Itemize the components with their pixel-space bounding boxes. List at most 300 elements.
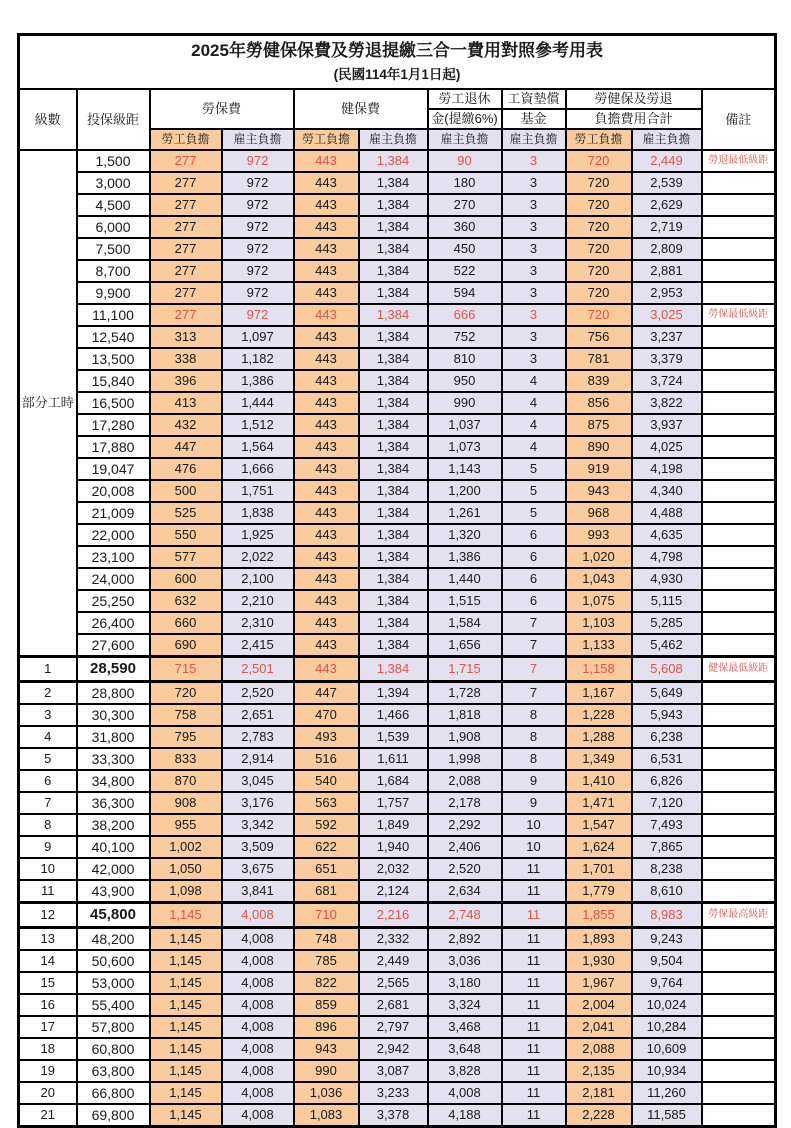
labor-fee-employer-cell: 3,045 xyxy=(222,770,294,792)
salary-bracket-cell: 6,000 xyxy=(77,216,150,238)
labor-fee-employee-cell: 277 xyxy=(150,172,222,194)
wage-fund-employer-cell: 5 xyxy=(502,480,566,502)
pension-employer-cell: 1,818 xyxy=(428,704,502,726)
labor-fee-employer-cell: 1,444 xyxy=(222,392,294,414)
title-row xyxy=(19,35,776,90)
health-fee-employer-cell: 1,384 xyxy=(359,657,428,682)
total-employer-cell: 7,120 xyxy=(632,792,702,814)
total-employer-cell: 9,504 xyxy=(632,950,702,972)
wage-fund-employer-cell: 4 xyxy=(502,392,566,414)
wage-fund-employer-cell: 3 xyxy=(502,238,566,260)
labor-fee-employee-cell: 396 xyxy=(150,370,222,392)
labor-fee-employer-cell: 1,751 xyxy=(222,480,294,502)
header-pension-line1: 勞工退休 xyxy=(428,89,502,109)
header-labor-employer-share: 雇主負擔 xyxy=(222,129,294,150)
health-fee-employer-cell: 1,684 xyxy=(359,770,428,792)
remark-cell xyxy=(702,282,776,304)
labor-fee-employee-cell: 908 xyxy=(150,792,222,814)
pension-employer-cell: 2,892 xyxy=(428,928,502,951)
remark-cell: 勞退最低級距 xyxy=(702,150,776,172)
health-fee-employee-cell: 540 xyxy=(294,770,359,792)
total-employee-cell: 2,041 xyxy=(566,1016,632,1038)
pension-employer-cell: 2,520 xyxy=(428,858,502,880)
total-employer-cell: 2,953 xyxy=(632,282,702,304)
salary-bracket-cell: 27,600 xyxy=(77,634,150,657)
level-cell: 7 xyxy=(19,792,77,814)
wage-fund-employer-cell: 3 xyxy=(502,304,566,326)
salary-bracket-cell: 17,880 xyxy=(77,436,150,458)
table-row xyxy=(19,458,776,480)
remark-cell xyxy=(702,704,776,726)
total-employee-cell: 720 xyxy=(566,282,632,304)
total-employer-cell: 3,937 xyxy=(632,414,702,436)
labor-fee-employee-cell: 1,145 xyxy=(150,1038,222,1060)
total-employer-cell: 5,285 xyxy=(632,612,702,634)
total-employee-cell: 756 xyxy=(566,326,632,348)
remark-cell xyxy=(702,950,776,972)
total-employee-cell: 1,158 xyxy=(566,657,632,682)
wage-fund-employer-cell: 6 xyxy=(502,590,566,612)
labor-fee-employee-cell: 1,145 xyxy=(150,1104,222,1127)
salary-bracket-cell: 55,400 xyxy=(77,994,150,1016)
remark-cell xyxy=(702,1082,776,1104)
total-employer-cell: 4,930 xyxy=(632,568,702,590)
total-employee-cell: 1,133 xyxy=(566,634,632,657)
total-employee-cell: 839 xyxy=(566,370,632,392)
pension-employer-cell: 270 xyxy=(428,194,502,216)
level-cell: 21 xyxy=(19,1104,77,1127)
total-employer-cell: 9,243 xyxy=(632,928,702,951)
pension-employer-cell: 1,200 xyxy=(428,480,502,502)
total-employee-cell: 1,930 xyxy=(566,950,632,972)
total-employer-cell: 7,493 xyxy=(632,814,702,836)
salary-bracket-cell: 43,900 xyxy=(77,880,150,903)
remark-cell xyxy=(702,326,776,348)
remark-cell xyxy=(702,172,776,194)
salary-bracket-cell: 34,800 xyxy=(77,770,150,792)
table-row xyxy=(19,282,776,304)
health-fee-employee-cell: 443 xyxy=(294,414,359,436)
labor-fee-employer-cell: 4,008 xyxy=(222,994,294,1016)
table-row xyxy=(19,726,776,748)
wage-fund-employer-cell: 6 xyxy=(502,568,566,590)
labor-fee-employee-cell: 690 xyxy=(150,634,222,657)
health-fee-employer-cell: 1,384 xyxy=(359,260,428,282)
health-fee-employer-cell: 2,681 xyxy=(359,994,428,1016)
table-row xyxy=(19,260,776,282)
total-employer-cell: 5,943 xyxy=(632,704,702,726)
pension-employer-cell: 4,188 xyxy=(428,1104,502,1127)
labor-fee-employee-cell: 1,145 xyxy=(150,1082,222,1104)
pension-employer-cell: 950 xyxy=(428,370,502,392)
salary-bracket-cell: 23,100 xyxy=(77,546,150,568)
table-row xyxy=(19,657,776,682)
labor-fee-employee-cell: 432 xyxy=(150,414,222,436)
labor-fee-employer-cell: 4,008 xyxy=(222,903,294,928)
wage-fund-employer-cell: 10 xyxy=(502,814,566,836)
health-fee-employee-cell: 443 xyxy=(294,590,359,612)
total-employer-cell: 8,983 xyxy=(632,903,702,928)
remark-cell xyxy=(702,524,776,546)
labor-fee-employer-cell: 2,914 xyxy=(222,748,294,770)
salary-bracket-cell: 38,200 xyxy=(77,814,150,836)
pension-employer-cell: 1,908 xyxy=(428,726,502,748)
total-employee-cell: 1,967 xyxy=(566,972,632,994)
header-labor-employee-share: 勞工負擔 xyxy=(150,129,222,150)
salary-bracket-cell: 33,300 xyxy=(77,748,150,770)
health-fee-employee-cell: 710 xyxy=(294,903,359,928)
table-row xyxy=(19,546,776,568)
header-salary-bracket: 投保級距 xyxy=(77,89,150,150)
health-fee-employee-cell: 785 xyxy=(294,950,359,972)
health-fee-employee-cell: 443 xyxy=(294,634,359,657)
salary-bracket-cell: 7,500 xyxy=(77,238,150,260)
remark-cell xyxy=(702,726,776,748)
table-row xyxy=(19,502,776,524)
labor-fee-employer-cell: 1,182 xyxy=(222,348,294,370)
health-fee-employee-cell: 443 xyxy=(294,216,359,238)
labor-fee-employer-cell: 3,675 xyxy=(222,858,294,880)
total-employer-cell: 11,260 xyxy=(632,1082,702,1104)
total-employer-cell: 2,719 xyxy=(632,216,702,238)
labor-fee-employee-cell: 277 xyxy=(150,260,222,282)
labor-fee-employer-cell: 2,022 xyxy=(222,546,294,568)
labor-fee-employee-cell: 1,145 xyxy=(150,928,222,951)
remark-cell: 勞保最低級距 xyxy=(702,304,776,326)
header-labor-fee: 勞保費 xyxy=(150,89,294,129)
labor-fee-employee-cell: 1,145 xyxy=(150,994,222,1016)
health-fee-employee-cell: 822 xyxy=(294,972,359,994)
header-total-employer-share: 雇主負擔 xyxy=(632,129,702,150)
labor-fee-employer-cell: 2,783 xyxy=(222,726,294,748)
table-row xyxy=(19,172,776,194)
total-employee-cell: 1,103 xyxy=(566,612,632,634)
labor-fee-employer-cell: 972 xyxy=(222,260,294,282)
header-remark: 備註 xyxy=(702,89,776,150)
labor-fee-employer-cell: 4,008 xyxy=(222,1104,294,1127)
table-row xyxy=(19,792,776,814)
total-employer-cell: 5,115 xyxy=(632,590,702,612)
health-fee-employer-cell: 1,384 xyxy=(359,150,428,172)
salary-bracket-cell: 63,800 xyxy=(77,1060,150,1082)
table-row xyxy=(19,770,776,792)
labor-fee-employee-cell: 550 xyxy=(150,524,222,546)
total-employer-cell: 4,488 xyxy=(632,502,702,524)
remark-cell xyxy=(702,612,776,634)
level-cell: 20 xyxy=(19,1082,77,1104)
level-cell: 3 xyxy=(19,704,77,726)
remark-cell xyxy=(702,348,776,370)
header-total-line1: 勞健保及勞退 xyxy=(566,89,702,109)
pension-employer-cell: 360 xyxy=(428,216,502,238)
labor-fee-employer-cell: 3,509 xyxy=(222,836,294,858)
salary-bracket-cell: 50,600 xyxy=(77,950,150,972)
total-employee-cell: 1,043 xyxy=(566,568,632,590)
table-row xyxy=(19,194,776,216)
total-employer-cell: 8,610 xyxy=(632,880,702,903)
wage-fund-employer-cell: 9 xyxy=(502,770,566,792)
labor-fee-employer-cell: 1,386 xyxy=(222,370,294,392)
health-fee-employer-cell: 2,332 xyxy=(359,928,428,951)
health-fee-employee-cell: 443 xyxy=(294,238,359,260)
total-employee-cell: 1,228 xyxy=(566,704,632,726)
total-employee-cell: 720 xyxy=(566,304,632,326)
health-fee-employer-cell: 1,384 xyxy=(359,612,428,634)
total-employee-cell: 1,349 xyxy=(566,748,632,770)
labor-fee-employee-cell: 1,145 xyxy=(150,1060,222,1082)
level-group-cell-part-time: 部分工時 xyxy=(19,150,77,657)
salary-bracket-cell: 53,000 xyxy=(77,972,150,994)
health-fee-employee-cell: 443 xyxy=(294,458,359,480)
wage-fund-employer-cell: 6 xyxy=(502,524,566,546)
remark-cell xyxy=(702,770,776,792)
total-employee-cell: 919 xyxy=(566,458,632,480)
health-fee-employer-cell: 2,124 xyxy=(359,880,428,903)
table-row xyxy=(19,370,776,392)
pension-employer-cell: 1,037 xyxy=(428,414,502,436)
remark-cell xyxy=(702,590,776,612)
wage-fund-employer-cell: 3 xyxy=(502,150,566,172)
health-fee-employer-cell: 1,384 xyxy=(359,282,428,304)
wage-fund-employer-cell: 3 xyxy=(502,260,566,282)
pension-employer-cell: 1,728 xyxy=(428,682,502,705)
total-employee-cell: 1,020 xyxy=(566,546,632,568)
table-row xyxy=(19,216,776,238)
pension-employer-cell: 1,715 xyxy=(428,657,502,682)
pension-employer-cell: 180 xyxy=(428,172,502,194)
pension-employer-cell: 3,180 xyxy=(428,972,502,994)
health-fee-employee-cell: 651 xyxy=(294,858,359,880)
table-row xyxy=(19,524,776,546)
total-employee-cell: 720 xyxy=(566,172,632,194)
remark-cell xyxy=(702,748,776,770)
wage-fund-employer-cell: 7 xyxy=(502,634,566,657)
pension-employer-cell: 3,324 xyxy=(428,994,502,1016)
salary-bracket-cell: 28,590 xyxy=(77,657,150,682)
level-cell: 16 xyxy=(19,994,77,1016)
labor-fee-employee-cell: 1,145 xyxy=(150,972,222,994)
premium-reference-table xyxy=(17,33,777,1128)
header-pension-employer-share: 雇主負擔 xyxy=(428,129,502,150)
health-fee-employee-cell: 443 xyxy=(294,348,359,370)
pension-employer-cell: 90 xyxy=(428,150,502,172)
health-fee-employer-cell: 1,466 xyxy=(359,704,428,726)
total-employer-cell: 2,449 xyxy=(632,150,702,172)
remark-cell xyxy=(702,836,776,858)
pension-employer-cell: 522 xyxy=(428,260,502,282)
labor-fee-employer-cell: 3,342 xyxy=(222,814,294,836)
labor-fee-employee-cell: 277 xyxy=(150,150,222,172)
header-total-line2: 負擔費用合計 xyxy=(566,109,702,129)
wage-fund-employer-cell: 5 xyxy=(502,502,566,524)
health-fee-employee-cell: 681 xyxy=(294,880,359,903)
salary-bracket-cell: 48,200 xyxy=(77,928,150,951)
pension-employer-cell: 1,320 xyxy=(428,524,502,546)
health-fee-employee-cell: 443 xyxy=(294,194,359,216)
labor-fee-employer-cell: 4,008 xyxy=(222,1060,294,1082)
health-fee-employee-cell: 447 xyxy=(294,682,359,705)
table-row xyxy=(19,994,776,1016)
health-fee-employee-cell: 990 xyxy=(294,1060,359,1082)
total-employee-cell: 1,288 xyxy=(566,726,632,748)
wage-fund-employer-cell: 11 xyxy=(502,972,566,994)
total-employee-cell: 720 xyxy=(566,150,632,172)
pension-employer-cell: 990 xyxy=(428,392,502,414)
labor-fee-employer-cell: 4,008 xyxy=(222,1016,294,1038)
total-employee-cell: 720 xyxy=(566,216,632,238)
remark-cell: 勞保最高級距 xyxy=(702,903,776,928)
health-fee-employee-cell: 1,036 xyxy=(294,1082,359,1104)
pension-employer-cell: 3,828 xyxy=(428,1060,502,1082)
wage-fund-employer-cell: 11 xyxy=(502,1038,566,1060)
health-fee-employee-cell: 516 xyxy=(294,748,359,770)
remark-cell xyxy=(702,994,776,1016)
level-cell: 18 xyxy=(19,1038,77,1060)
health-fee-employee-cell: 443 xyxy=(294,436,359,458)
pension-employer-cell: 1,584 xyxy=(428,612,502,634)
level-cell: 10 xyxy=(19,858,77,880)
wage-fund-employer-cell: 3 xyxy=(502,172,566,194)
labor-fee-employee-cell: 525 xyxy=(150,502,222,524)
pension-employer-cell: 1,656 xyxy=(428,634,502,657)
labor-fee-employer-cell: 4,008 xyxy=(222,1038,294,1060)
labor-fee-employee-cell: 1,002 xyxy=(150,836,222,858)
wage-fund-employer-cell: 9 xyxy=(502,792,566,814)
total-employer-cell: 9,764 xyxy=(632,972,702,994)
health-fee-employer-cell: 1,940 xyxy=(359,836,428,858)
labor-fee-employer-cell: 1,925 xyxy=(222,524,294,546)
salary-bracket-cell: 25,250 xyxy=(77,590,150,612)
labor-fee-employee-cell: 715 xyxy=(150,657,222,682)
total-employer-cell: 5,462 xyxy=(632,634,702,657)
wage-fund-employer-cell: 3 xyxy=(502,282,566,304)
pension-employer-cell: 2,748 xyxy=(428,903,502,928)
labor-fee-employer-cell: 972 xyxy=(222,150,294,172)
health-fee-employer-cell: 2,942 xyxy=(359,1038,428,1060)
table-row xyxy=(19,748,776,770)
labor-fee-employer-cell: 2,501 xyxy=(222,657,294,682)
header-health-fee: 健保費 xyxy=(294,89,428,129)
labor-fee-employer-cell: 972 xyxy=(222,194,294,216)
pension-employer-cell: 3,468 xyxy=(428,1016,502,1038)
labor-fee-employee-cell: 870 xyxy=(150,770,222,792)
table-row xyxy=(19,903,776,928)
total-employer-cell: 5,608 xyxy=(632,657,702,682)
table-row xyxy=(19,348,776,370)
total-employee-cell: 2,228 xyxy=(566,1104,632,1127)
table-row xyxy=(19,972,776,994)
wage-fund-employer-cell: 4 xyxy=(502,436,566,458)
health-fee-employer-cell: 1,384 xyxy=(359,172,428,194)
total-employer-cell: 8,238 xyxy=(632,858,702,880)
labor-fee-employee-cell: 277 xyxy=(150,238,222,260)
table-row xyxy=(19,858,776,880)
header-health-employee-share: 勞工負擔 xyxy=(294,129,359,150)
total-employer-cell: 2,539 xyxy=(632,172,702,194)
health-fee-employee-cell: 443 xyxy=(294,392,359,414)
level-cell: 11 xyxy=(19,880,77,903)
labor-fee-employer-cell: 1,564 xyxy=(222,436,294,458)
labor-fee-employee-cell: 833 xyxy=(150,748,222,770)
header-pension-line2: 金(提繳6%) xyxy=(428,109,502,129)
level-cell: 6 xyxy=(19,770,77,792)
remark-cell xyxy=(702,792,776,814)
wage-fund-employer-cell: 3 xyxy=(502,194,566,216)
health-fee-employer-cell: 1,384 xyxy=(359,326,428,348)
labor-fee-employer-cell: 1,838 xyxy=(222,502,294,524)
table-row xyxy=(19,612,776,634)
salary-bracket-cell: 60,800 xyxy=(77,1038,150,1060)
remark-cell xyxy=(702,1060,776,1082)
pension-employer-cell: 2,406 xyxy=(428,836,502,858)
total-employee-cell: 1,075 xyxy=(566,590,632,612)
health-fee-employee-cell: 592 xyxy=(294,814,359,836)
health-fee-employer-cell: 2,565 xyxy=(359,972,428,994)
health-fee-employer-cell: 1,384 xyxy=(359,414,428,436)
table-header xyxy=(19,35,776,151)
health-fee-employee-cell: 443 xyxy=(294,326,359,348)
pension-employer-cell: 810 xyxy=(428,348,502,370)
labor-fee-employee-cell: 1,145 xyxy=(150,903,222,928)
health-fee-employee-cell: 443 xyxy=(294,568,359,590)
health-fee-employee-cell: 443 xyxy=(294,524,359,546)
table-row xyxy=(19,1104,776,1127)
labor-fee-employee-cell: 277 xyxy=(150,194,222,216)
labor-fee-employer-cell: 972 xyxy=(222,304,294,326)
total-employer-cell: 3,822 xyxy=(632,392,702,414)
health-fee-employee-cell: 493 xyxy=(294,726,359,748)
health-fee-employer-cell: 1,384 xyxy=(359,480,428,502)
remark-cell xyxy=(702,458,776,480)
total-employer-cell: 4,025 xyxy=(632,436,702,458)
pension-employer-cell: 3,036 xyxy=(428,950,502,972)
header-health-employer-share: 雇主負擔 xyxy=(359,129,428,150)
level-cell: 2 xyxy=(19,682,77,705)
health-fee-employer-cell: 1,611 xyxy=(359,748,428,770)
labor-fee-employee-cell: 476 xyxy=(150,458,222,480)
labor-fee-employer-cell: 4,008 xyxy=(222,950,294,972)
salary-bracket-cell: 17,280 xyxy=(77,414,150,436)
labor-fee-employee-cell: 720 xyxy=(150,682,222,705)
health-fee-employer-cell: 1,384 xyxy=(359,590,428,612)
remark-cell: 健保最低級距 xyxy=(702,657,776,682)
level-cell: 15 xyxy=(19,972,77,994)
remark-cell xyxy=(702,414,776,436)
labor-fee-employee-cell: 1,098 xyxy=(150,880,222,903)
salary-bracket-cell: 8,700 xyxy=(77,260,150,282)
salary-bracket-cell: 42,000 xyxy=(77,858,150,880)
salary-bracket-cell: 31,800 xyxy=(77,726,150,748)
pension-employer-cell: 1,515 xyxy=(428,590,502,612)
labor-fee-employee-cell: 277 xyxy=(150,282,222,304)
wage-fund-employer-cell: 7 xyxy=(502,612,566,634)
wage-fund-employer-cell: 3 xyxy=(502,348,566,370)
pension-employer-cell: 450 xyxy=(428,238,502,260)
wage-fund-employer-cell: 11 xyxy=(502,1082,566,1104)
health-fee-employer-cell: 1,384 xyxy=(359,634,428,657)
salary-bracket-cell: 16,500 xyxy=(77,392,150,414)
total-employer-cell: 4,198 xyxy=(632,458,702,480)
labor-fee-employer-cell: 2,520 xyxy=(222,682,294,705)
total-employee-cell: 993 xyxy=(566,524,632,546)
health-fee-employee-cell: 622 xyxy=(294,836,359,858)
remark-cell xyxy=(702,546,776,568)
wage-fund-employer-cell: 4 xyxy=(502,414,566,436)
health-fee-employer-cell: 1,394 xyxy=(359,682,428,705)
table-row xyxy=(19,704,776,726)
table-row xyxy=(19,928,776,951)
health-fee-employee-cell: 748 xyxy=(294,928,359,951)
